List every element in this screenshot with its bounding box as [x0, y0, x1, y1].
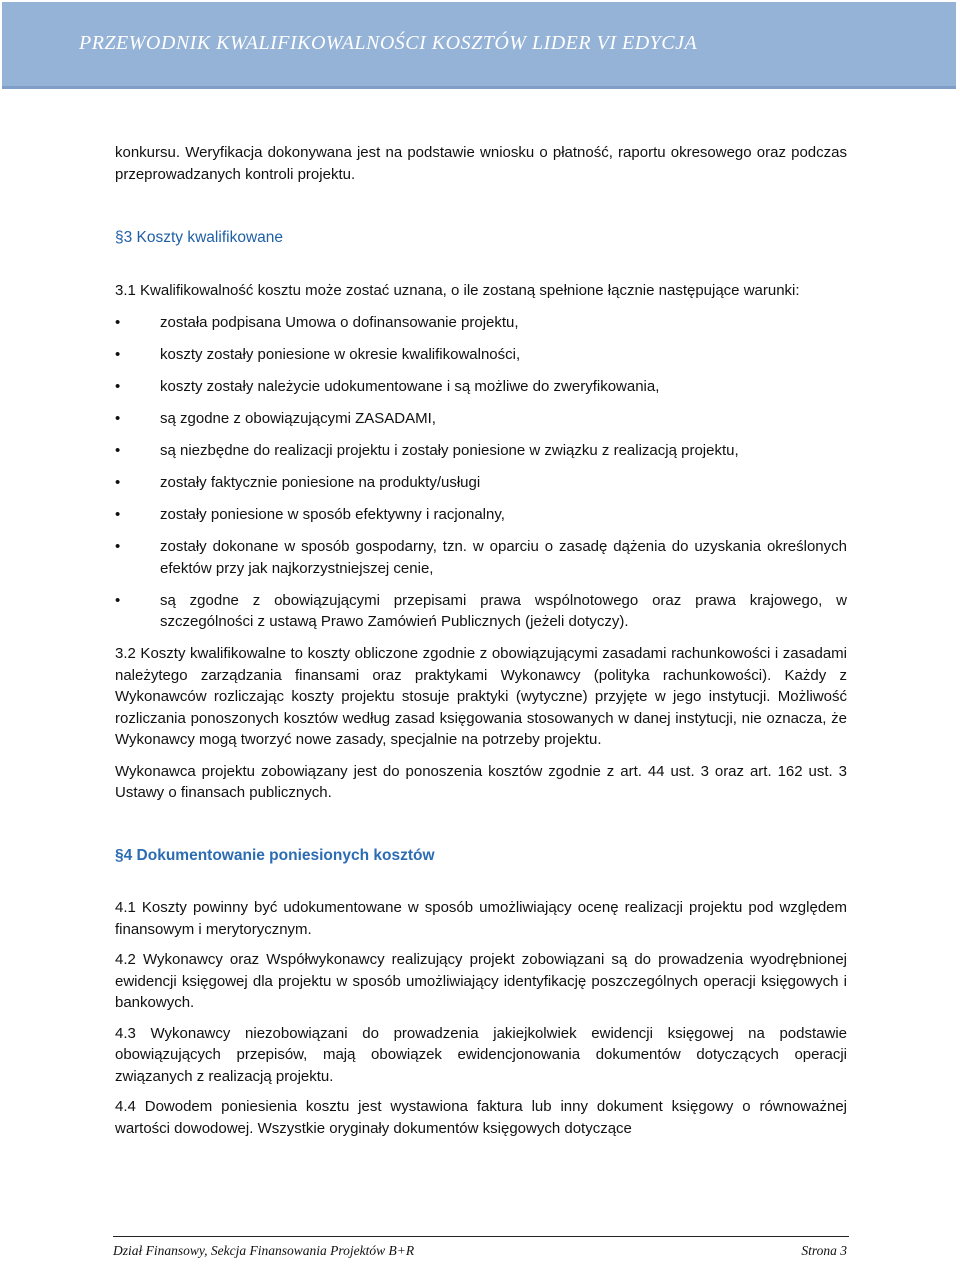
- footer-page-number: Strona 3: [801, 1243, 847, 1258]
- list-item: • są niezbędne do realizacji projektu i zostały poniesione w związku z realizacją projektu,: [115, 440, 847, 462]
- section-4-heading: §4 Dokumentowanie poniesionych kosztów: [115, 846, 435, 864]
- paragraph-3-3: Wykonawca projektu zobowiązany jest do ponoszenia kosztów zgodnie z art. 44 ust. 3 oraz art. 162 ust. 3 Ustawy o finansach publicznych.: [115, 762, 847, 801]
- paragraph-4-3: 4.3 Wykonawcy niezobowiązani do prowadzenia jakiejkolwiek ewidencji księgowej na podstawie obowiązujących przepisów, mają obowiązek ewidencjonowania dokumentów dotyczących operacji związanych z realizacją projektu.: [115, 1024, 847, 1085]
- bullet-icon: •: [115, 378, 121, 395]
- paragraph-4-1: 4.1 Koszty powinny być udokumentowane w sposób umożliwiający ocenę realizacji projektu pod względem finansowym i merytorycznym.: [115, 899, 847, 938]
- conditions-list: [115, 312, 847, 633]
- list-item: • zostały faktycznie poniesione na produkty/usługi: [115, 472, 847, 494]
- footer-divider: [113, 1236, 849, 1237]
- list-item: • koszty zostały poniesione w okresie kwalifikowalności,: [115, 344, 847, 366]
- header-title: PRZEWODNIK KWALIFIKOWALNOŚCI KOSZTÓW LIDER VI EDYCJA: [79, 32, 698, 54]
- bullet-icon: •: [115, 538, 121, 555]
- bullet-icon: •: [115, 314, 121, 331]
- intro-paragraph: konkursu. Weryfikacja dokonywana jest na podstawie wniosku o płatność, raportu okresowego oraz podczas przeprowadzanych kontroli projektu.: [115, 144, 847, 183]
- bullet-icon: •: [115, 506, 121, 523]
- paragraph-4-2: 4.2 Wykonawcy oraz Współwykonawcy realizujący projekt zobowiązani są do prowadzenia wyodrębnionej ewidencji księgowej dla projektu w sposób umożliwiający identyfikację poszczególnych operacji księgowych i bankowych.: [115, 951, 847, 1011]
- paragraph-3-1: 3.1 Kwalifikowalność kosztu może zostać uznana, o ile zostaną spełnione łącznie następujące warunki:: [115, 281, 800, 299]
- list-item: • koszty zostały należycie udokumentowane i są możliwe do zweryfikowania,: [115, 376, 847, 398]
- section-3-heading: §3 Koszty kwalifikowane: [115, 229, 283, 246]
- header-band: [2, 2, 956, 89]
- paragraph-4-4: 4.4 Dowodem poniesienia kosztu jest wystawiona faktura lub inny dokument księgowy o równoważnej wartości dowodowej. Wszystkie oryginały dokumentów księgowych dotyczące: [115, 1098, 847, 1137]
- paragraph-3-2: 3.2 Koszty kwalifikowalne to koszty obliczone zgodnie z obowiązującymi zasadami rachunkowości i zasadami należytego zarządzania finansami oraz praktykami Wykonawcy (polityka rachunkowości). Każdy z Wykonawców rozliczając koszty projektu stosuje praktyki (wytyczne) przyjęte w jego instytucji. Możliwość rozliczania ponoszonych kosztów według zasad księgowania stosowanych w danej instytucji, nie oznacza, że Wykonawcy mogą tworzyć nowe zasady, specjalnie na potrzeby projektu.: [115, 645, 847, 748]
- list-item: • są zgodne z obowiązującymi przepisami prawa wspólnotowego oraz prawa krajowego, w szczególności z ustawą Prawo Zamówień Publicznych (jeżeli dotyczy).: [115, 591, 847, 630]
- document-body: [115, 142, 847, 1139]
- bullet-icon: •: [115, 410, 121, 427]
- list-item: • zostały dokonane w sposób gospodarny, tzn. w oparciu o zasadę dążenia do uzyskania określonych efektów przy jak najkorzystniejszej cenie,: [115, 538, 847, 577]
- footer-department: Dział Finansowy, Sekcja Finansowania Projektów B+R: [113, 1243, 415, 1258]
- list-item: • została podpisana Umowa o dofinansowanie projektu,: [115, 312, 847, 334]
- list-item: • są zgodne z obowiązującymi ZASADAMI,: [115, 408, 847, 430]
- bullet-icon: •: [115, 474, 121, 491]
- bullet-icon: •: [115, 346, 121, 363]
- list-item: • zostały poniesione w sposób efektywny i racjonalny,: [115, 504, 847, 526]
- bullet-icon: •: [115, 442, 121, 459]
- bullet-icon: •: [115, 591, 121, 609]
